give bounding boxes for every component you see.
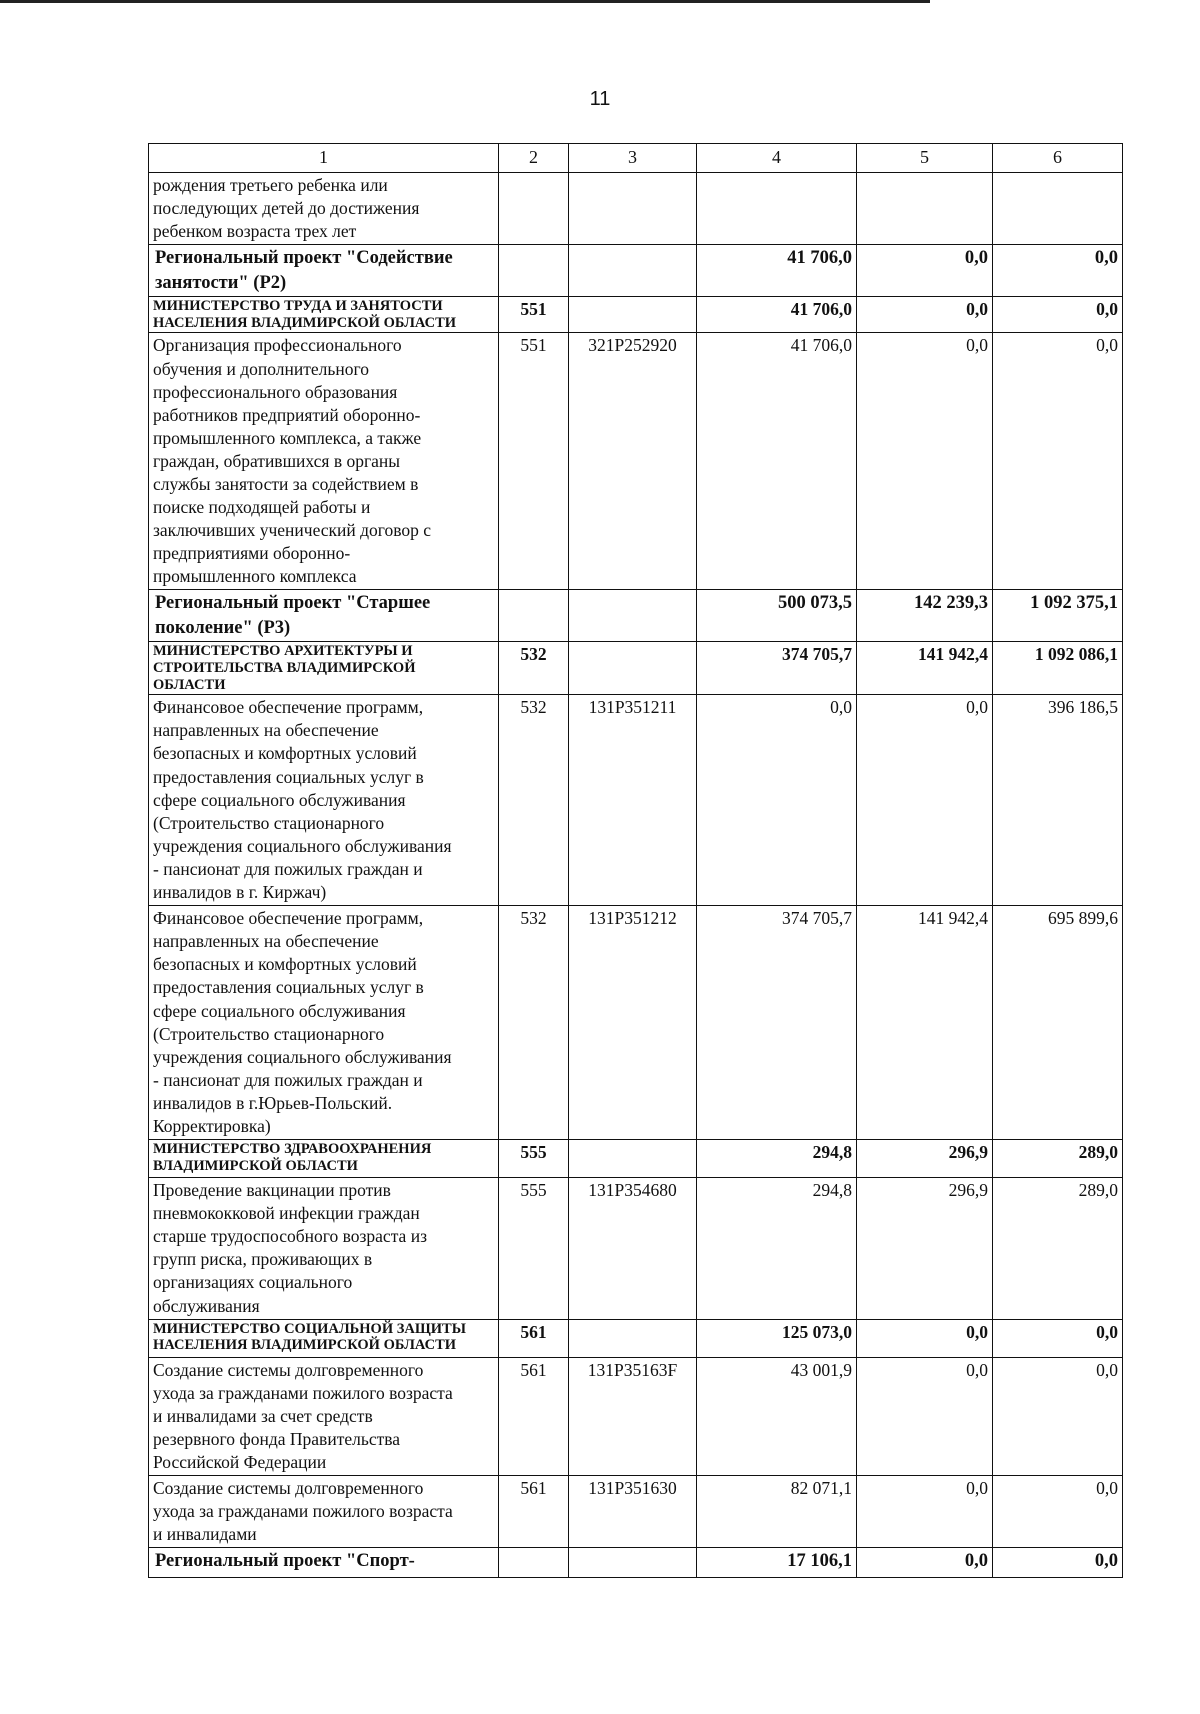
- value-year1-cell: 294,8: [697, 1140, 857, 1178]
- table-row: [149, 333, 1123, 590]
- ministry-code-cell: [499, 173, 569, 245]
- value-year2-cell: 0,0: [857, 1476, 993, 1548]
- value-year2-cell: 142 239,3: [857, 590, 993, 642]
- table-row: [149, 173, 1123, 245]
- table-row: [149, 906, 1123, 1140]
- value-year2-cell: 0,0: [857, 1319, 993, 1357]
- value-year1-cell: 125 073,0: [697, 1319, 857, 1357]
- column-number-header: [149, 144, 1123, 173]
- value-year2-cell: 0,0: [857, 1357, 993, 1475]
- target-code-cell: 131P35163F: [569, 1357, 697, 1475]
- column-header: 4: [697, 144, 857, 173]
- ministry-code-cell: 532: [499, 695, 569, 906]
- column-header: 6: [993, 144, 1123, 173]
- column-header: 3: [569, 144, 697, 173]
- value-year3-cell: 0,0: [993, 245, 1123, 297]
- value-year3-cell: 0,0: [993, 1476, 1123, 1548]
- target-code-cell: [569, 590, 697, 642]
- value-year3-cell: 396 186,5: [993, 695, 1123, 906]
- ministry-code-cell: 561: [499, 1319, 569, 1357]
- ministry-code-cell: 555: [499, 1178, 569, 1320]
- ministry-code-cell: 551: [499, 333, 569, 590]
- row-name-cell: рождения третьего ребенка или последующих детей до достижения ребенком возраста трех лет: [149, 173, 499, 245]
- column-header: 1: [149, 144, 499, 173]
- value-year2-cell: 141 942,4: [857, 642, 993, 695]
- budget-table-body: [149, 144, 1123, 1578]
- value-year2-cell: 141 942,4: [857, 906, 993, 1140]
- target-code-cell: 131P351211: [569, 695, 697, 906]
- value-year2-cell: 0,0: [857, 1548, 993, 1578]
- target-code-cell: [569, 245, 697, 297]
- target-code-cell: [569, 1548, 697, 1578]
- row-name-cell: Создание системы долговременного ухода за гражданами пожилого возраста и инвалидами за счет средств резервного фонда Правительства Российской Федерации: [149, 1357, 499, 1475]
- value-year1-cell: 41 706,0: [697, 333, 857, 590]
- row-name-cell: Региональный проект "Спорт-: [149, 1548, 499, 1578]
- value-year2-cell: 0,0: [857, 333, 993, 590]
- row-name-cell: Региональный проект "Старшее поколение" (Р3): [149, 590, 499, 642]
- value-year3-cell: 0,0: [993, 333, 1123, 590]
- ministry-code-cell: [499, 1548, 569, 1578]
- project-row: [149, 590, 1123, 642]
- row-name-cell: МИНИСТЕРСТВО СОЦИАЛЬНОЙ ЗАЩИТЫ НАСЕЛЕНИЯ ВЛАДИМИРСКОЙ ОБЛАСТИ: [149, 1319, 499, 1357]
- value-year1-cell: 82 071,1: [697, 1476, 857, 1548]
- row-name-cell: Организация профессионального обучения и дополнительного профессионального образования работников предприятий оборонно- промышленного комплекса, а также граждан, обратившихся в органы службы занятости за содействием в поиске подходящей работы и заключивших ученический договор с предприятиями оборонно- промышленного комплекса: [149, 333, 499, 590]
- value-year3-cell: 0,0: [993, 1319, 1123, 1357]
- ministry-row: [149, 1319, 1123, 1357]
- top-edge-line: [0, 0, 930, 3]
- value-year1-cell: 17 106,1: [697, 1548, 857, 1578]
- ministry-row: [149, 297, 1123, 333]
- budget-table: [148, 143, 1123, 1578]
- target-code-cell: 131P351212: [569, 906, 697, 1140]
- row-name-cell: Проведение вакцинации против пневмококковой инфекции граждан старше трудоспособного возраста из групп риска, проживающих в организациях социального обслуживания: [149, 1178, 499, 1320]
- target-code-cell: [569, 642, 697, 695]
- value-year1-cell: [697, 173, 857, 245]
- value-year1-cell: 374 705,7: [697, 906, 857, 1140]
- row-name-cell: Создание системы долговременного ухода за гражданами пожилого возраста и инвалидами: [149, 1476, 499, 1548]
- value-year2-cell: 0,0: [857, 245, 993, 297]
- value-year2-cell: 0,0: [857, 695, 993, 906]
- row-name-cell: МИНИСТЕРСТВО ТРУДА И ЗАНЯТОСТИ НАСЕЛЕНИЯ ВЛАДИМИРСКОЙ ОБЛАСТИ: [149, 297, 499, 333]
- value-year1-cell: 294,8: [697, 1178, 857, 1320]
- table-row: [149, 1476, 1123, 1548]
- value-year3-cell: 0,0: [993, 1548, 1123, 1578]
- value-year1-cell: 43 001,9: [697, 1357, 857, 1475]
- project-row: [149, 1548, 1123, 1578]
- column-header: 2: [499, 144, 569, 173]
- value-year1-cell: 41 706,0: [697, 245, 857, 297]
- ministry-code-cell: [499, 245, 569, 297]
- row-name-cell: Финансовое обеспечение программ, направленных на обеспечение безопасных и комфортных условий предоставления социальных услуг в сфере социального обслуживания (Строительство стационарного учреждения социального обслуживания - пансионат для пожилых граждан и инвалидов в г.Юрьев-Польский. Корректировка): [149, 906, 499, 1140]
- value-year1-cell: 0,0: [697, 695, 857, 906]
- target-code-cell: 131P354680: [569, 1178, 697, 1320]
- target-code-cell: [569, 173, 697, 245]
- row-name-cell: Региональный проект "Содействие занятости" (Р2): [149, 245, 499, 297]
- target-code-cell: [569, 297, 697, 333]
- value-year1-cell: 500 073,5: [697, 590, 857, 642]
- row-name-cell: МИНИСТЕРСТВО АРХИТЕКТУРЫ И СТРОИТЕЛЬСТВА ВЛАДИМИРСКОЙ ОБЛАСТИ: [149, 642, 499, 695]
- value-year3-cell: 0,0: [993, 1357, 1123, 1475]
- value-year3-cell: 289,0: [993, 1140, 1123, 1178]
- row-name-cell: МИНИСТЕРСТВО ЗДРАВООХРАНЕНИЯ ВЛАДИМИРСКОЙ ОБЛАСТИ: [149, 1140, 499, 1178]
- value-year3-cell: 289,0: [993, 1178, 1123, 1320]
- table-row: [149, 1357, 1123, 1475]
- ministry-row: [149, 642, 1123, 695]
- ministry-code-cell: 551: [499, 297, 569, 333]
- ministry-code-cell: 532: [499, 906, 569, 1140]
- ministry-row: [149, 1140, 1123, 1178]
- page-number: 11: [589, 88, 611, 110]
- ministry-code-cell: 561: [499, 1357, 569, 1475]
- value-year2-cell: 296,9: [857, 1140, 993, 1178]
- column-header: 5: [857, 144, 993, 173]
- value-year3-cell: 695 899,6: [993, 906, 1123, 1140]
- target-code-cell: 131P351630: [569, 1476, 697, 1548]
- value-year2-cell: 296,9: [857, 1178, 993, 1320]
- ministry-code-cell: [499, 590, 569, 642]
- value-year3-cell: 0,0: [993, 297, 1123, 333]
- value-year2-cell: [857, 173, 993, 245]
- table-row: [149, 695, 1123, 906]
- target-code-cell: [569, 1140, 697, 1178]
- value-year3-cell: 1 092 086,1: [993, 642, 1123, 695]
- ministry-code-cell: 561: [499, 1476, 569, 1548]
- ministry-code-cell: 555: [499, 1140, 569, 1178]
- row-name-cell: Финансовое обеспечение программ, направленных на обеспечение безопасных и комфортных условий предоставления социальных услуг в сфере социального обслуживания (Строительство стационарного учреждения социального обслуживания - пансионат для пожилых граждан и инвалидов в г. Киржач): [149, 695, 499, 906]
- value-year3-cell: 1 092 375,1: [993, 590, 1123, 642]
- table-row: [149, 1178, 1123, 1320]
- value-year1-cell: 41 706,0: [697, 297, 857, 333]
- target-code-cell: [569, 1319, 697, 1357]
- target-code-cell: 321P252920: [569, 333, 697, 590]
- value-year2-cell: 0,0: [857, 297, 993, 333]
- ministry-code-cell: 532: [499, 642, 569, 695]
- value-year1-cell: 374 705,7: [697, 642, 857, 695]
- project-row: [149, 245, 1123, 297]
- value-year3-cell: [993, 173, 1123, 245]
